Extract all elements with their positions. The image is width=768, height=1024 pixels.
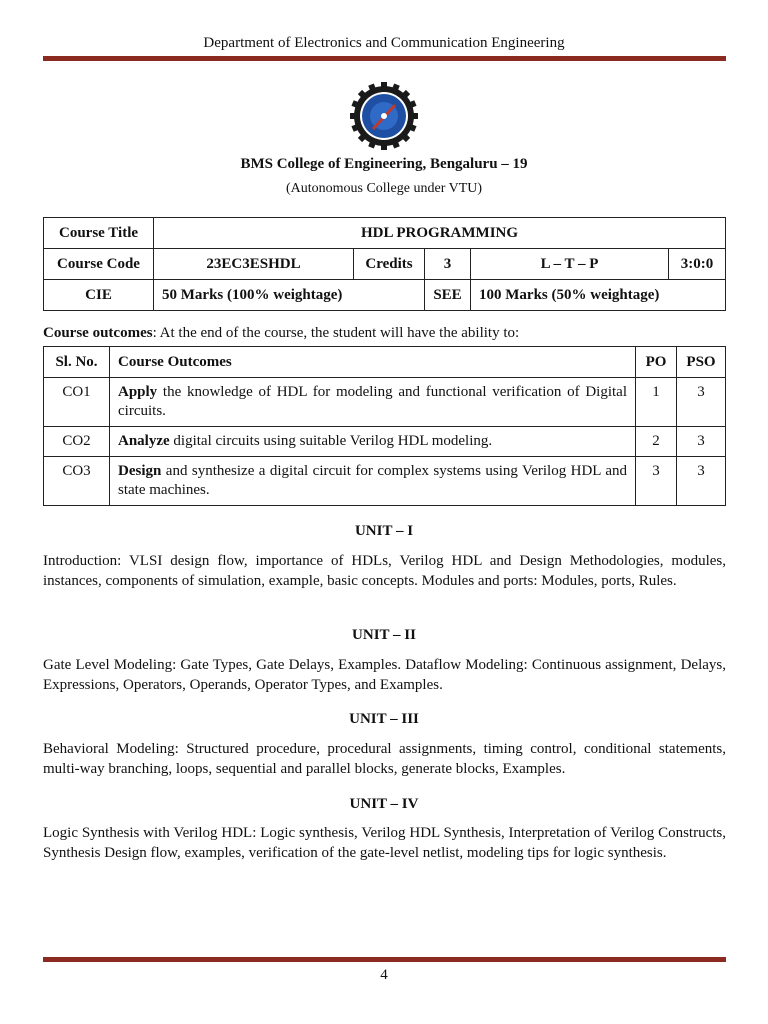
cie-row bbox=[44, 280, 726, 311]
course-outcomes-table bbox=[43, 346, 726, 506]
co-description: digital circuits using suitable Verilog HDL modeling. bbox=[169, 433, 493, 449]
unit-title: UNIT – IV bbox=[349, 796, 419, 812]
cie-label: CIE bbox=[44, 280, 154, 311]
page-header-department: Department of Electronics and Communication Engineering bbox=[203, 35, 565, 51]
unit-body: Behavioral Modeling: Structured procedure, procedural assignments, timing control, conditional statements, multi-way branching, loops, sequential and parallel blocks, generate blocks, Examples. bbox=[43, 741, 726, 777]
college-seal-logo-icon bbox=[350, 82, 418, 150]
co-pso: 3 bbox=[677, 427, 726, 457]
footer-rule bbox=[43, 957, 726, 962]
co-verb: Analyze bbox=[118, 433, 170, 449]
co-text bbox=[110, 457, 636, 506]
co-header-sl: Sl. No. bbox=[44, 347, 110, 378]
header-rule bbox=[43, 56, 726, 61]
see-label: SEE bbox=[425, 280, 471, 311]
page-number: 4 bbox=[380, 967, 388, 983]
co-po: 3 bbox=[636, 457, 677, 506]
ltp-value: 3:0:0 bbox=[669, 249, 726, 280]
co-description: the knowledge of HDL for modeling and functional verification of Digital circuits. bbox=[118, 384, 627, 419]
college-subtitle: (Autonomous College under VTU) bbox=[285, 181, 483, 196]
co-verb: Apply bbox=[118, 384, 158, 400]
course-outcomes-intro-text: : At the end of the course, the student will have the ability to: bbox=[152, 325, 520, 341]
co-id: CO3 bbox=[44, 457, 110, 506]
co-description: and synthesize a digital circuit for complex systems using Verilog HDL and state machines. bbox=[118, 463, 627, 498]
co-row bbox=[44, 378, 726, 427]
co-pso: 3 bbox=[677, 378, 726, 427]
course-title-row bbox=[44, 218, 726, 249]
co-header-pso: PSO bbox=[677, 347, 726, 378]
see-value: 100 Marks (50% weightage) bbox=[471, 280, 726, 311]
course-code-label: Course Code bbox=[44, 249, 154, 280]
college-name: BMS College of Engineering, Bengaluru – 19 bbox=[240, 156, 528, 172]
co-pso: 3 bbox=[677, 457, 726, 506]
unit-title: UNIT – I bbox=[354, 523, 414, 539]
course-outcomes-intro-bold: Course outcomes bbox=[43, 325, 153, 341]
credits-value: 3 bbox=[425, 249, 471, 280]
unit-body: Logic Synthesis with Verilog HDL: Logic synthesis, Verilog HDL Synthesis, Interpretation of Verilog Constructs, Synthesis Design flow, examples, verification of the gate-level netlist, modeling tips for logic synthesis. bbox=[43, 825, 726, 861]
course-title-value: HDL PROGRAMMING bbox=[154, 218, 726, 249]
co-row bbox=[44, 427, 726, 457]
course-code-value: 23EC3ESHDL bbox=[154, 249, 354, 280]
unit-title: UNIT – II bbox=[352, 627, 416, 643]
co-verb: Design bbox=[118, 463, 162, 479]
course-outcomes-intro bbox=[43, 325, 519, 342]
unit-body: Gate Level Modeling: Gate Types, Gate Delays, Examples. Dataflow Modeling: Continuous assignment, Delays, Expressions, Operators, Operands, Operator Types, and Examples. bbox=[43, 657, 726, 693]
ltp-label: L – T – P bbox=[471, 249, 669, 280]
unit-body: Introduction: VLSI design flow, importance of HDLs, Verilog HDL and Design Methodologies, modules, instances, components of simulation, example, basic concepts. Modules and ports: Modules, ports, Rules. bbox=[43, 553, 726, 589]
co-header-row bbox=[44, 347, 726, 378]
co-header-outcome: Course Outcomes bbox=[110, 347, 636, 378]
co-row bbox=[44, 457, 726, 506]
co-po: 1 bbox=[636, 378, 677, 427]
unit-title: UNIT – III bbox=[349, 711, 419, 727]
credits-label: Credits bbox=[354, 249, 425, 280]
co-text bbox=[110, 378, 636, 427]
co-id: CO1 bbox=[44, 378, 110, 427]
course-info-table bbox=[43, 217, 726, 311]
co-po: 2 bbox=[636, 427, 677, 457]
cie-value: 50 Marks (100% weightage) bbox=[154, 280, 425, 311]
co-text bbox=[110, 427, 636, 457]
co-header-po: PO bbox=[636, 347, 677, 378]
course-code-row bbox=[44, 249, 726, 280]
course-title-label: Course Title bbox=[44, 218, 154, 249]
co-id: CO2 bbox=[44, 427, 110, 457]
